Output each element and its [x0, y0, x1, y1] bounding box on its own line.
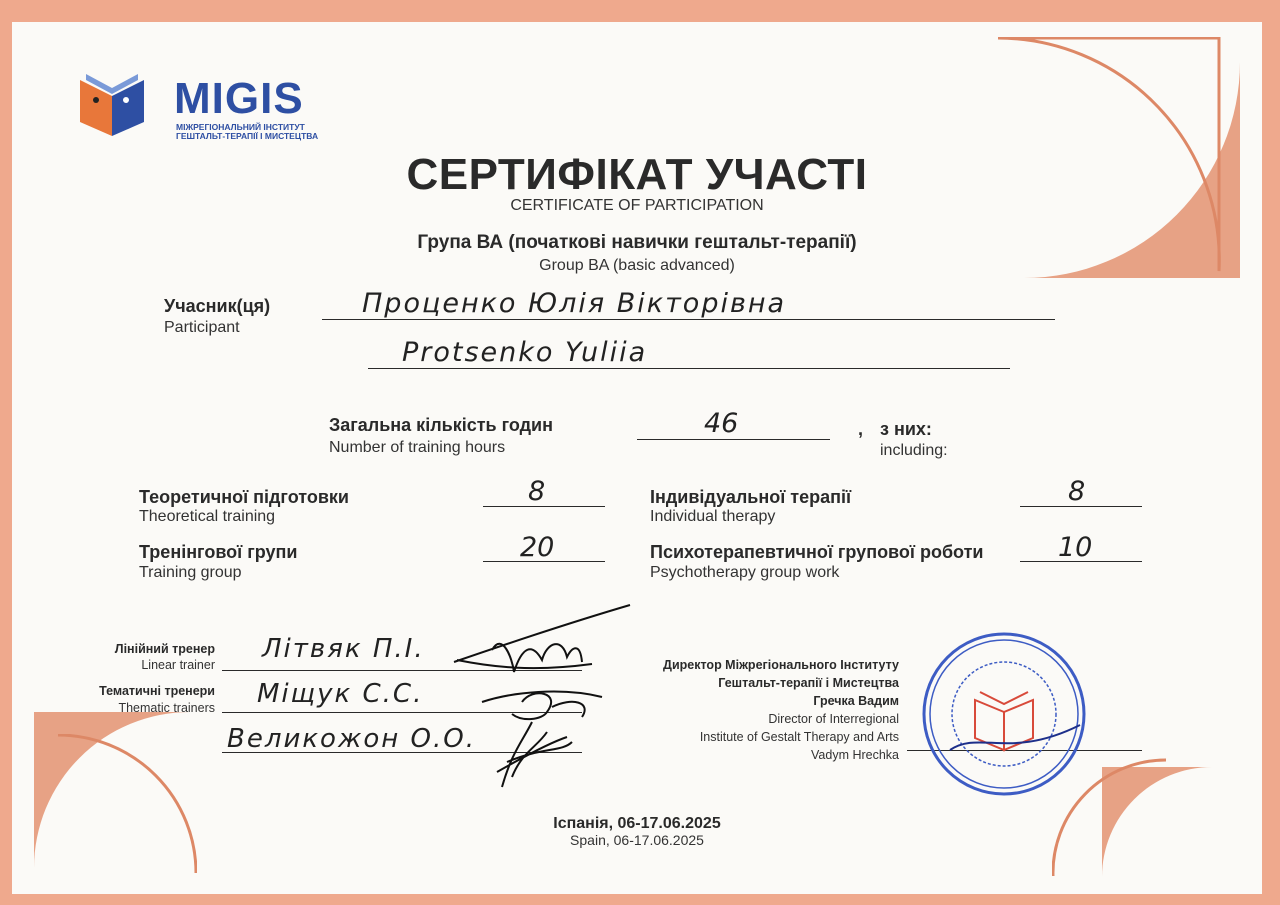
place-date-en: Spain, 06-17.06.2025 [570, 832, 704, 848]
total-hours-line [637, 439, 830, 440]
institute-stamp-icon [920, 630, 1088, 798]
linear-trainer-label-en: Linear trainer [141, 658, 215, 672]
logo-line-2: ГЕШТАЛЬТ-ТЕРАПІЇ І МИСТЕЦТВА [176, 131, 319, 141]
theory-line [483, 506, 605, 507]
director-title-en: Director of Interregional [768, 712, 899, 726]
psychotherapy-group-line [1020, 561, 1142, 562]
group-title: Група ВА (початкові навички гештальт-терапії) [417, 232, 857, 253]
psychotherapy-group-label: Психотерапевтичної групової роботи [650, 542, 984, 562]
migis-logo-icon [76, 70, 148, 142]
group-subtitle: Group BA (basic advanced) [539, 257, 735, 274]
training-group-line [483, 561, 605, 562]
participant-name-en: Protsenko Yuliia [402, 337, 648, 368]
including-label: з них: [880, 419, 932, 439]
total-hours-value: 46 [704, 408, 739, 439]
individual-therapy-label: Індивідуальної терапії [650, 487, 852, 507]
training-group-label-en: Training group [139, 564, 242, 581]
theory-value: 8 [528, 476, 546, 507]
thematic-trainers-label: Тематичні тренери [99, 684, 215, 698]
participant-name-line [322, 319, 1055, 320]
individual-therapy-line [1020, 506, 1142, 507]
total-hours-label: Загальна кількість годин [329, 415, 553, 435]
logo-subtitle [176, 123, 318, 141]
director-institute-uk: Гештальт-терапії і Мистецтва [718, 676, 899, 690]
certificate-subtitle: CERTIFICATE OF PARTICIPATION [510, 197, 764, 214]
individual-therapy-label-en: Individual therapy [650, 508, 776, 525]
individual-therapy-value: 8 [1068, 476, 1086, 507]
logo-line-1: МІЖРЕГІОНАЛЬНИЙ ІНСТИТУТ [176, 122, 305, 132]
linear-trainer-label: Лінійний тренер [114, 642, 215, 656]
director-title-uk: Директор Міжрегіонального Інституту [663, 658, 899, 672]
logo-brand: MIGIS [174, 74, 304, 123]
theory-label-en: Theoretical training [139, 508, 276, 525]
certificate-title: СЕРТИФІКАТ УЧАСТІ [406, 150, 868, 199]
director-institute-en: Institute of Gestalt Therapy and Arts [699, 730, 899, 744]
director-name-en: Vadym Hrechka [811, 748, 899, 762]
corner-outline-bottom-left [57, 734, 197, 874]
participant-label-en: Participant [164, 319, 240, 336]
psychotherapy-group-value: 10 [1058, 532, 1093, 563]
training-group-label: Тренінгової групи [139, 542, 298, 562]
participant-name-uk: Проценко Юлія Вікторівна [362, 288, 787, 319]
thematic-trainer-name-1: Міщук С.С. [257, 679, 424, 709]
training-group-value: 20 [520, 532, 555, 563]
place-date: Іспанія, 06-17.06.2025 [553, 815, 721, 832]
comma: , [858, 419, 864, 439]
linear-trainer-name: Літвяк П.І. [262, 634, 425, 664]
theory-label: Теоретичної підготовки [139, 487, 349, 507]
thematic-trainers-label-en: Thematic trainers [118, 701, 215, 715]
thematic-trainer-name-2: Великожон О.О. [227, 724, 477, 754]
participant-name-en-line [368, 368, 1010, 369]
psychotherapy-group-label-en: Psychotherapy group work [650, 564, 840, 581]
participant-label: Учасник(ця) [164, 296, 271, 316]
director-name-uk: Гречка Вадим [813, 694, 899, 708]
certificate-page [12, 22, 1262, 894]
including-label-en: including: [880, 442, 948, 459]
total-hours-label-en: Number of training hours [329, 439, 506, 456]
